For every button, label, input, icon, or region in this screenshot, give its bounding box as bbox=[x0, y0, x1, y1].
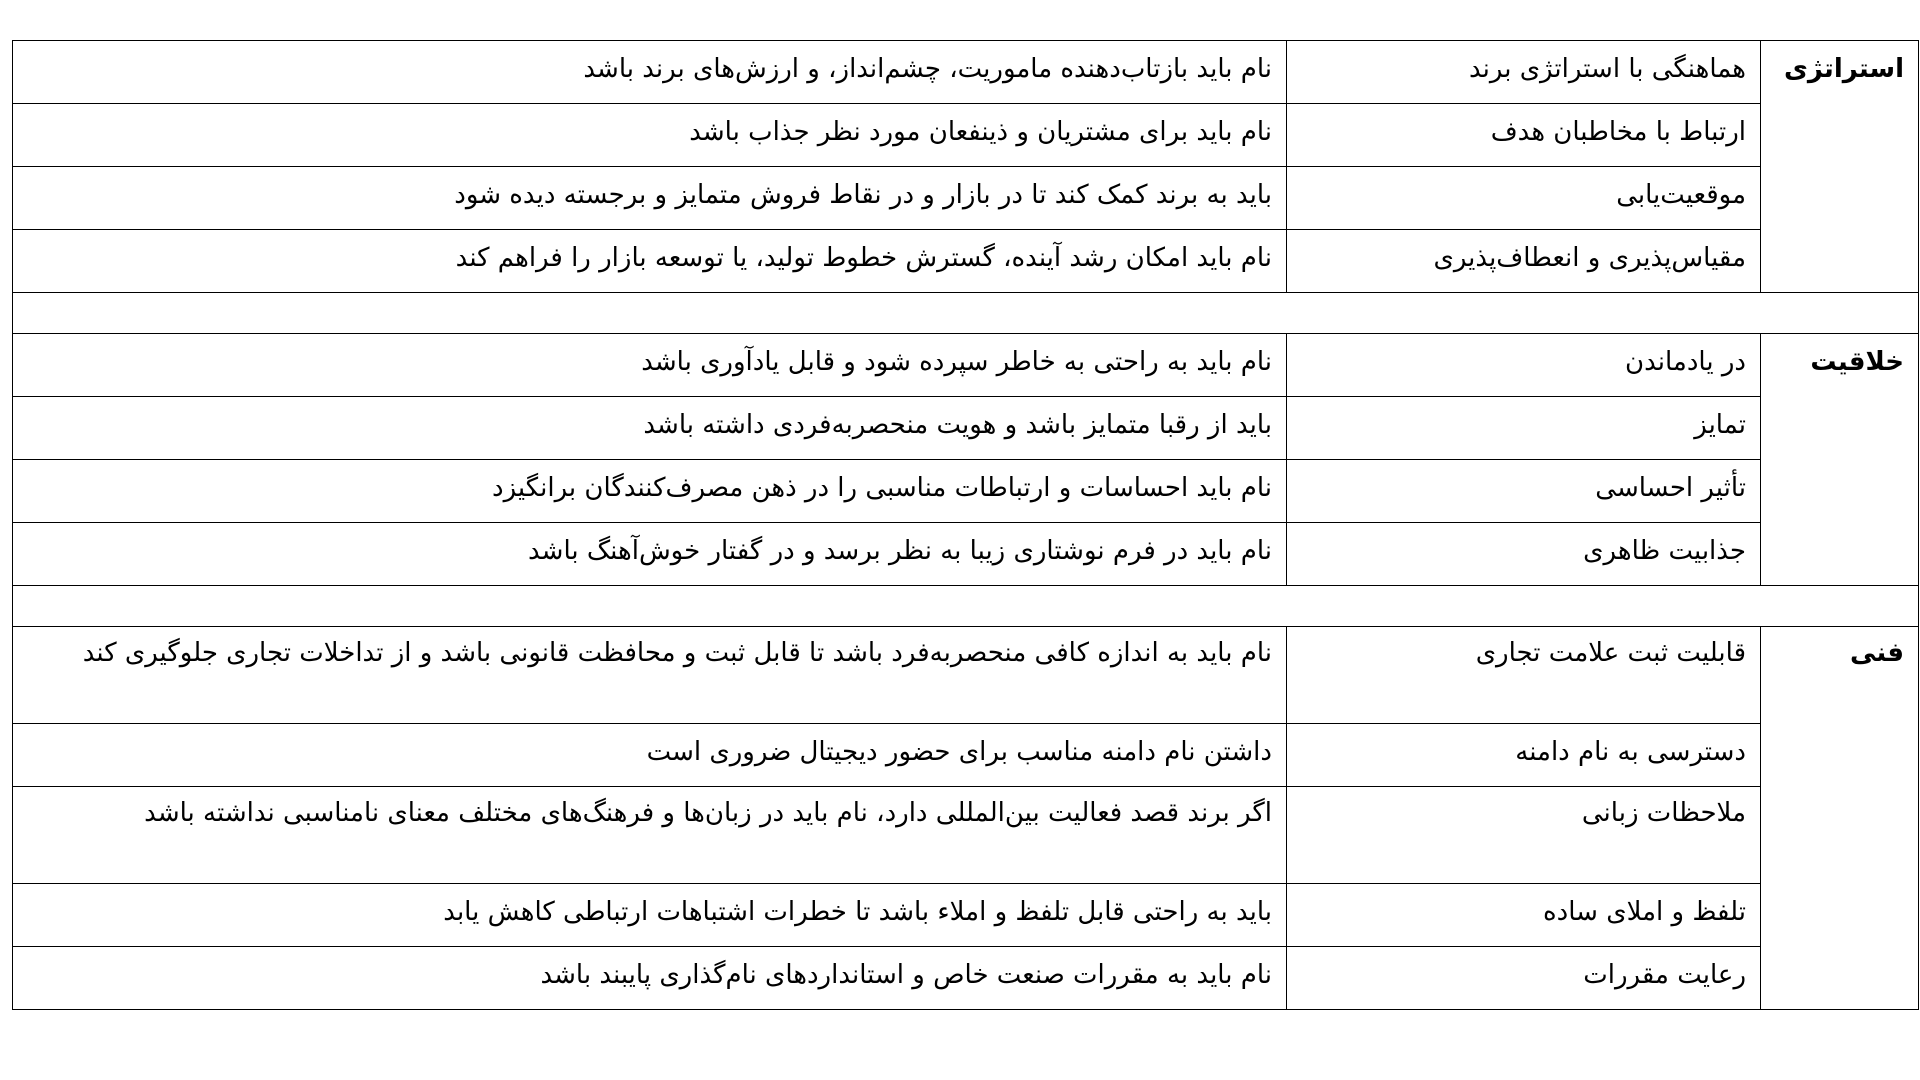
criterion-cell: تأثیر احساسی bbox=[1287, 460, 1761, 523]
description-cell: باید به راحتی قابل تلفظ و املاء باشد تا خطرات اشتباهات ارتباطی کاهش یابد bbox=[13, 884, 1287, 947]
spacer-cell bbox=[13, 293, 1919, 334]
table-row bbox=[13, 724, 1919, 787]
criterion-cell: ارتباط با مخاطبان هدف bbox=[1287, 104, 1761, 167]
criterion-cell: قابلیت ثبت علامت تجاری bbox=[1287, 627, 1761, 724]
criterion-cell: در یادماندن bbox=[1287, 334, 1761, 397]
description-cell: نام باید احساسات و ارتباطات مناسبی را در ذهن مصرف‌کنندگان برانگیزد bbox=[13, 460, 1287, 523]
spacer-row bbox=[13, 293, 1919, 334]
criterion-cell: ملاحظات زبانی bbox=[1287, 787, 1761, 884]
table-row bbox=[13, 167, 1919, 230]
description-cell: نام باید به راحتی به خاطر سپرده شود و قابل یادآوری باشد bbox=[13, 334, 1287, 397]
criterion-cell: هماهنگی با استراتژی برند bbox=[1287, 41, 1761, 104]
description-cell: نام باید به اندازه کافی منحصربه‌فرد باشد تا قابل ثبت و محافظت قانونی باشد و از تداخلات تجاری جلوگیری کند bbox=[13, 627, 1287, 724]
description-cell: باید به برند کمک کند تا در بازار و در نقاط فروش متمایز و برجسته دیده شود bbox=[13, 167, 1287, 230]
spacer-row bbox=[13, 586, 1919, 627]
criterion-cell: موقعیت‌یابی bbox=[1287, 167, 1761, 230]
table-row bbox=[13, 460, 1919, 523]
table-row bbox=[13, 41, 1919, 104]
table-row bbox=[13, 627, 1919, 724]
description-cell: اگر برند قصد فعالیت بین‌المللی دارد، نام باید در زبان‌ها و فرهنگ‌های مختلف معنای نامناسبی نداشته باشد bbox=[13, 787, 1287, 884]
criterion-cell: مقیاس‌پذیری و انعطاف‌پذیری bbox=[1287, 230, 1761, 293]
table-row bbox=[13, 787, 1919, 884]
description-cell: داشتن نام دامنه مناسب برای حضور دیجیتال ضروری است bbox=[13, 724, 1287, 787]
brand-naming-criteria-table bbox=[12, 40, 1919, 1010]
description-cell: نام باید برای مشتریان و ذینفعان مورد نظر جذاب باشد bbox=[13, 104, 1287, 167]
table-row bbox=[13, 230, 1919, 293]
criterion-cell: تلفظ و املای ساده bbox=[1287, 884, 1761, 947]
spacer-cell bbox=[13, 586, 1919, 627]
category-cell-strategy: استراتژی bbox=[1761, 41, 1919, 293]
table-row bbox=[13, 397, 1919, 460]
table-row bbox=[13, 104, 1919, 167]
table-row bbox=[13, 334, 1919, 397]
criterion-cell: تمایز bbox=[1287, 397, 1761, 460]
criterion-cell: دسترسی به نام دامنه bbox=[1287, 724, 1761, 787]
criterion-cell: رعایت مقررات bbox=[1287, 947, 1761, 1010]
criterion-cell: جذابیت ظاهری bbox=[1287, 523, 1761, 586]
description-cell: باید از رقبا متمایز باشد و هویت منحصربه‌فردی داشته باشد bbox=[13, 397, 1287, 460]
description-cell: نام باید به مقررات صنعت خاص و استانداردهای نام‌گذاری پایبند باشد bbox=[13, 947, 1287, 1010]
description-cell: نام باید بازتاب‌دهنده ماموریت، چشم‌انداز، و ارزش‌های برند باشد bbox=[13, 41, 1287, 104]
table-row bbox=[13, 884, 1919, 947]
description-cell: نام باید امکان رشد آینده، گسترش خطوط تولید، یا توسعه بازار را فراهم کند bbox=[13, 230, 1287, 293]
category-cell-technical: فنی bbox=[1761, 627, 1919, 1010]
table-row bbox=[13, 947, 1919, 1010]
description-cell: نام باید در فرم نوشتاری زیبا به نظر برسد و در گفتار خوش‌آهنگ باشد bbox=[13, 523, 1287, 586]
category-cell-creativity: خلاقیت bbox=[1761, 334, 1919, 586]
table-row bbox=[13, 523, 1919, 586]
